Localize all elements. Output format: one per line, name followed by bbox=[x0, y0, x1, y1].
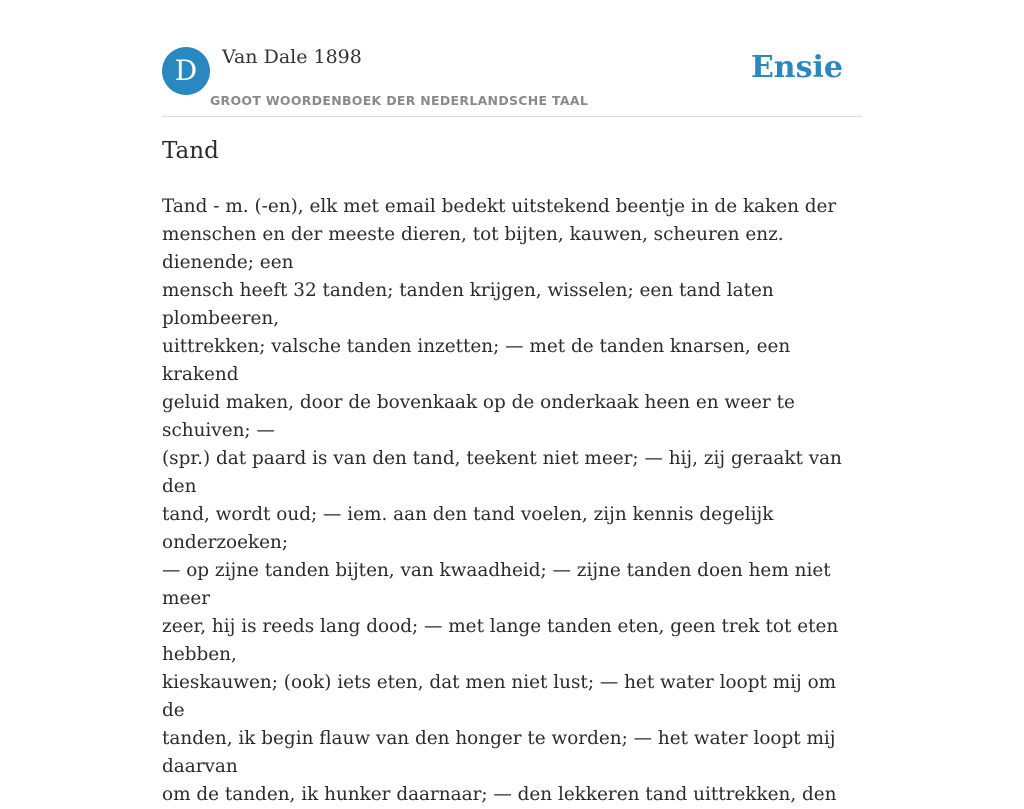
dictionary-subtitle: GROOT WOORDENBOEK DER NEDERLANDSCHE TAAL bbox=[210, 93, 589, 108]
dictionary-title[interactable]: Van Dale 1898 bbox=[222, 46, 362, 68]
entry-headword: Tand bbox=[162, 138, 219, 164]
page bbox=[162, 0, 862, 805]
entry-definition: Tand - m. (-en), elk met email bedekt uitstekend beentje in de kaken der menschen en der meeste dieren, tot bijten, kauwen, scheuren enz. dienende; een mensch heeft 32 tanden; tanden krijgen, wisselen; een tand laten plombeeren, uittrekken; valsche tanden inzetten; — met de tanden knarsen, een krakend geluid maken, door de bovenkaak op de onderkaak heen en weer te schuiven; — (spr.) dat paard is van den tand, teekent niet meer; — hij, zij geraakt van den tand, wordt oud; — iem. aan den tand voelen, zijn kennis degelijk onderzoeken; — op zijne tanden bijten, van kwaadheid; — zijne tanden doen hem niet meer zeer, hij is reeds lang dood; — met lange tanden eten, geen trek tot eten hebben, kieskauwen; (ook) iets eten, dat men niet lust; — het water loopt mij om de tanden, ik begin flauw van den honger te worden; — het water loopt mij daarvan om de tanden, ik hunker daarnaar; — den lekkeren tand uittrekken, den bbox=[162, 196, 842, 805]
dictionary-logo[interactable]: D bbox=[162, 47, 210, 95]
brand-logo[interactable]: Ensie bbox=[750, 50, 843, 85]
header bbox=[162, 46, 862, 117]
